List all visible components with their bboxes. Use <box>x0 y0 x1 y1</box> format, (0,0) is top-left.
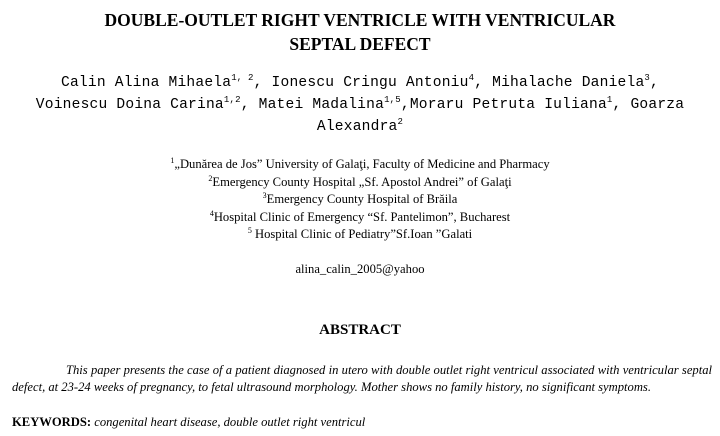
abstract-body: This paper presents the case of a patient diagnosed in utero with double outlet right ventricul associated with ventricular septal defect, at 23-24 weeks of pregnancy, to fetal ultrasound morphology. Mother shows no family history, no significant symptoms. <box>12 363 712 394</box>
author-name: Voinescu Doina Carina <box>35 97 224 113</box>
abstract-heading: ABSTRACT <box>319 322 401 338</box>
author-affiliation-mark: 1,2 <box>223 95 241 105</box>
author-affiliation-mark: 1 <box>606 95 613 105</box>
affiliation-number: 1 <box>170 156 175 165</box>
author-affiliation-mark: 1, 2 <box>231 73 254 83</box>
author-separator: , <box>474 75 493 91</box>
affiliation-number: 4 <box>209 208 214 218</box>
author-affiliation-mark: 2 <box>397 117 404 127</box>
author-name: Goarza Alexandra <box>316 97 685 135</box>
affiliation-number: 3 <box>262 191 267 200</box>
author-affiliation-mark: 3 <box>644 73 651 83</box>
affiliation-number: 2 <box>208 173 213 183</box>
affiliation-4 <box>0 209 720 227</box>
author-name: Ionescu Cringu Antoniu <box>271 75 469 91</box>
author-affiliation-mark: 4 <box>468 73 475 83</box>
author-name: Moraru Petruta Iuliana <box>409 97 607 113</box>
affiliation-3 <box>0 191 720 209</box>
author-name: Mihalache Daniela <box>492 75 645 91</box>
paper-title <box>0 8 720 56</box>
abstract-text <box>12 362 712 396</box>
affiliation-list <box>0 156 720 244</box>
paper-title-line-1: DOUBLE-OUTLET RIGHT VENTRICLE WITH VENTRICULAR <box>104 10 616 30</box>
author-separator: , <box>650 75 659 91</box>
author-list <box>30 72 690 138</box>
affiliation-2 <box>0 174 720 192</box>
author-separator: , <box>253 75 272 91</box>
affiliation-text: Hospital Clinic of Emergency “Sf. Pantelimon”, Bucharest <box>213 209 511 224</box>
paper-title-line-2: SEPTAL DEFECT <box>289 34 431 54</box>
author-separator: , <box>612 97 631 113</box>
affiliation-text: Emergency County Hospital of Brăila <box>266 192 458 206</box>
affiliation-5 <box>0 226 720 244</box>
keywords-line <box>12 414 712 431</box>
affiliation-1 <box>0 156 720 174</box>
author-separator: , <box>400 97 410 113</box>
author-name: Matei Madalina <box>258 97 385 113</box>
affiliation-text: Hospital Clinic of Pediatry”Sf.Ioan ”Galati <box>251 227 473 241</box>
affiliation-number: 5 <box>247 226 252 235</box>
author-name: Calin Alina Mihaela <box>61 75 232 91</box>
affiliation-text: „Dunărea de Jos” University of Galaţi, Faculty of Medicine and Pharmacy <box>174 157 550 171</box>
author-separator: , <box>240 97 259 113</box>
affiliation-text: Emergency County Hospital „Sf. Apostol Andrei” of Galaţi <box>212 174 512 189</box>
contact-email: alina_calin_2005@yahoo <box>295 262 425 276</box>
keywords-label: KEYWORDS: <box>12 415 92 429</box>
author-affiliation-mark: 1,5 <box>384 95 401 105</box>
keywords-text: congenital heart disease, double outlet right ventricul <box>91 415 366 429</box>
